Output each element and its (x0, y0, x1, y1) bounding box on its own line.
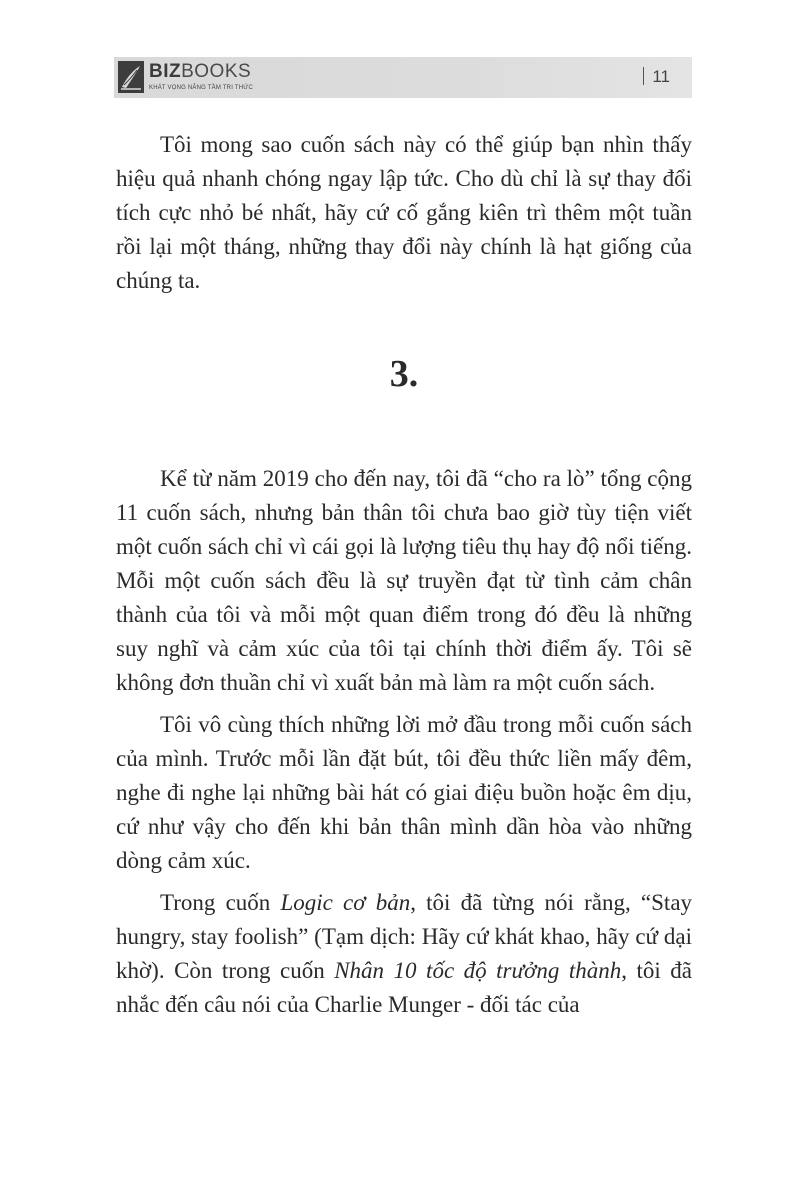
section-heading: 3. (389, 353, 419, 395)
paragraph-4-part-3: , tôi đã nhắc đến câu nói của Charlie Munger - đối tác của (116, 958, 692, 1017)
running-header (114, 57, 692, 98)
page-number-separator (643, 67, 644, 85)
paragraph-2: Kể từ năm 2019 cho đến nay, tôi đã “cho ra lò” tổng cộng 11 cuốn sách, nhưng bản thân tôi chưa bao giờ tùy tiện viết một cuốn sách chỉ vì cái gọi là lượng tiêu thụ hay độ nổi tiếng. Mỗi một cuốn sách đều là sự truyền đạt từ tình cảm chân thành của tôi và mỗi một quan điểm trong đó đều là những suy nghĩ và cảm xúc của tôi tại chính thời điểm ấy. Tôi sẽ không đơn thuần chỉ vì xuất bản mà làm ra một cuốn sách. (116, 466, 692, 695)
brand-tagline: KHÁT VỌNG NÂNG TẦM TRI THỨC (149, 85, 254, 91)
brand-logo (149, 62, 251, 82)
page-body (116, 128, 692, 1022)
paragraph-4 (116, 886, 692, 1022)
book-title-nhan-10: Nhân 10 tốc độ trưởng thành (334, 958, 622, 983)
brand-bold: BIZ (149, 61, 182, 82)
paragraph-3: Tôi vô cùng thích những lời mở đầu trong mỗi cuốn sách của mình. Trước mỗi lần đặt bút, tôi đều thức liền mấy đêm, nghe đi nghe lại những bài hát có giai điệu buồn hoặc êm dịu, cứ như vậy cho đến khi bản thân mình dần hòa vào những dòng cảm xúc. (116, 712, 692, 873)
book-title-logic-co-ban: Logic cơ bản (280, 890, 411, 915)
book-leaf-icon (118, 61, 144, 93)
brand-light: BOOKS (181, 61, 252, 82)
paragraph-4-part-1: Trong cuốn (160, 890, 281, 915)
paragraph-1: Tôi mong sao cuốn sách này có thể giúp bạn nhìn thấy hiệu quả nhanh chóng ngay lập tức. Cho dù chỉ là sự thay đổi tích cực nhỏ bé nhất, hãy cứ cố gắng kiên trì thêm một tuần rồi lại một tháng, những thay đổi này chính là hạt giống của chúng ta. (116, 132, 692, 293)
paragraph-4-part-2: , tôi đã từng nói rằng, “Stay hungry, stay foolish” (Tạm dịch: Hãy cứ khát khao, hãy cứ dại khờ). Còn trong cuốn (116, 890, 693, 983)
page-number (643, 67, 670, 87)
page-number-value: 11 (652, 67, 670, 86)
